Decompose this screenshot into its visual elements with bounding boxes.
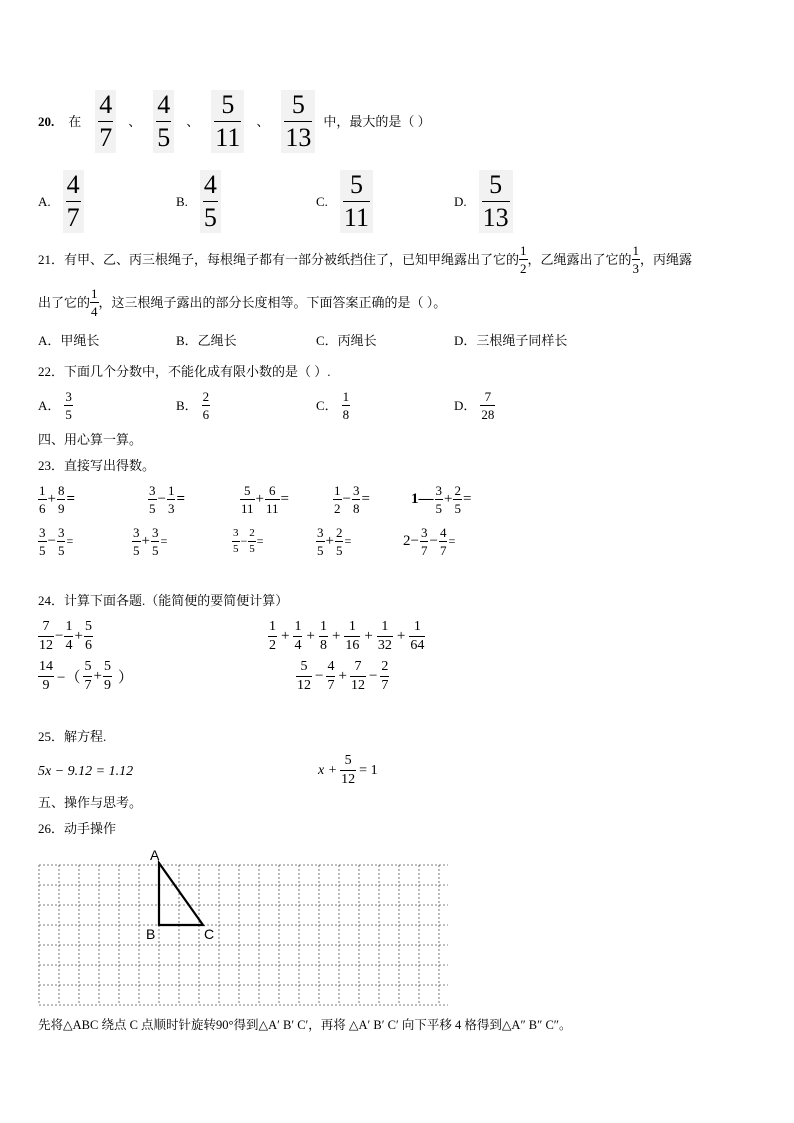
- section-5-heading: 五、操作与思考。: [38, 795, 143, 810]
- section-4-heading: 四、用心算一算。: [38, 432, 143, 447]
- q20-frac-1: $\frac{4}{7}$: [95, 90, 116, 153]
- q21-option-d[interactable]: D．三根绳子同样长: [454, 333, 568, 348]
- q24-expr-2: $\frac{1}{2}$ + $\frac{1}{4}$ + $\frac{1}{8}$ + $\frac{1}{16}$ + $\frac{1}{32}$ + $\frac{1}{64}$: [269, 619, 425, 653]
- grid-figure: [38, 845, 450, 1007]
- q23-item-r1-2: $\frac{3}{5}$ − $\frac{1}{3}$ =: [149, 483, 186, 516]
- q23-item-r2-3: $\frac{3}{5}$ − $\frac{2}{5}$ =: [233, 527, 264, 555]
- q25-equation-2: x + $\frac{5}{12}$ = 1: [318, 753, 378, 787]
- q26-instruction: 先将△ABC 绕点 C 点顺时针旋转90°得到△A′ B′ C′，再将 △A′ B′ C′ 向下平移 4 格得到△A″ B″ C″。: [38, 1018, 572, 1032]
- q22-option-d[interactable]: D． $\frac{7}{28}$: [454, 389, 495, 422]
- q23-stem: 23．直接写出得数。: [38, 458, 156, 473]
- q22-option-b[interactable]: B． $\frac{2}{6}$: [176, 389, 210, 422]
- q24-expr-1: $\frac{7}{12}$ − $\frac{1}{4}$ + $\frac{5}{6}$: [39, 619, 92, 653]
- q21-stem-line1: 21．有甲、乙、丙三根绳子，每根绳子都有一部分被纸挡住了，已知甲绳露出了它的 $\frac{1}{2}$ ，乙绳露出了它的 $\frac{1}{3}$ ，丙绳露: [38, 243, 693, 276]
- q25-stem: 25．解方程.: [38, 729, 107, 744]
- q26-stem: 26．动手操作: [38, 821, 117, 836]
- q20-frac-4: $\frac{5}{13}$: [281, 90, 315, 153]
- q20-option-b[interactable]: B. $\frac{4}{5}$: [176, 170, 221, 233]
- dotted-grid: [39, 865, 448, 1005]
- triangle-abc: [159, 863, 203, 925]
- q23-item-r2-4: $\frac{3}{5}$ + $\frac{2}{5}$ =: [317, 525, 352, 558]
- q21-option-b[interactable]: B．乙绳长: [176, 333, 237, 348]
- q21-stem-line2: 出了它的 $\frac{1}{4}$ ，这三根绳子露出的部分长度相等。下面答案正确的是（ ）。: [38, 286, 447, 319]
- q24-expr-4: $\frac{5}{12}$ − $\frac{4}{7}$ + $\frac{7}{12}$ − $\frac{2}{7}$: [297, 659, 389, 693]
- q25-equation-1: 5x − 9.12 = 1.12: [38, 764, 134, 779]
- q23-item-r1-4: $\frac{1}{2}$ − $\frac{3}{8}$ =: [334, 483, 370, 516]
- q23-item-r2-5: 2− $\frac{3}{7}$ − $\frac{4}{7}$ =: [403, 525, 456, 558]
- q20-frac-2: $\frac{4}{5}$: [153, 90, 174, 153]
- q23-item-r2-2: $\frac{3}{5}$ + $\frac{3}{5}$ =: [133, 525, 168, 558]
- q20-option-a[interactable]: A. $\frac{4}{7}$: [38, 170, 84, 233]
- q20-option-c[interactable]: C. $\frac{5}{11}$: [316, 170, 373, 233]
- label-a: A: [150, 847, 160, 863]
- q22-option-c[interactable]: C． $\frac{1}{8}$: [316, 389, 350, 422]
- q23-item-r2-1: $\frac{3}{5}$ − $\frac{3}{5}$ =: [39, 525, 74, 558]
- label-b: B: [146, 926, 156, 942]
- q22-stem: 22．下面几个分数中，不能化成有限小数的是（ ）.: [38, 364, 331, 379]
- q21-option-c[interactable]: C．丙绳长: [316, 333, 377, 348]
- q24-stem: 24．计算下面各题.（能简便的要简便计算）: [38, 593, 289, 608]
- q20-frac-3: $\frac{5}{11}$: [211, 90, 244, 153]
- label-c: C: [204, 926, 215, 942]
- q22-option-a[interactable]: A． $\frac{3}{5}$: [38, 389, 72, 422]
- q24-expr-3: $\frac{14}{9}$ −（ $\frac{5}{7}$ + $\frac{5}{9}$ ）: [39, 659, 133, 693]
- q23-item-r1-5: 1— $\frac{3}{5}$ + $\frac{2}{5}$ =: [411, 483, 472, 516]
- q23-item-r1-1: $\frac{1}{6}$ + $\frac{8}{9}$ =: [39, 483, 76, 516]
- q23-item-r1-3: $\frac{5}{11}$ + $\frac{6}{11}$ =: [241, 483, 289, 516]
- q21-option-a[interactable]: A．甲绳长: [38, 333, 100, 348]
- q20-option-d[interactable]: D. $\frac{5}{13}$: [454, 170, 513, 233]
- q20-stem: 20. 在 $\frac{4}{7}$ 、 $\frac{4}{5}$ 、 $\frac{5}{11}$ 、 $\frac{5}{13}$ 中，最大的是（ ）: [38, 90, 431, 152]
